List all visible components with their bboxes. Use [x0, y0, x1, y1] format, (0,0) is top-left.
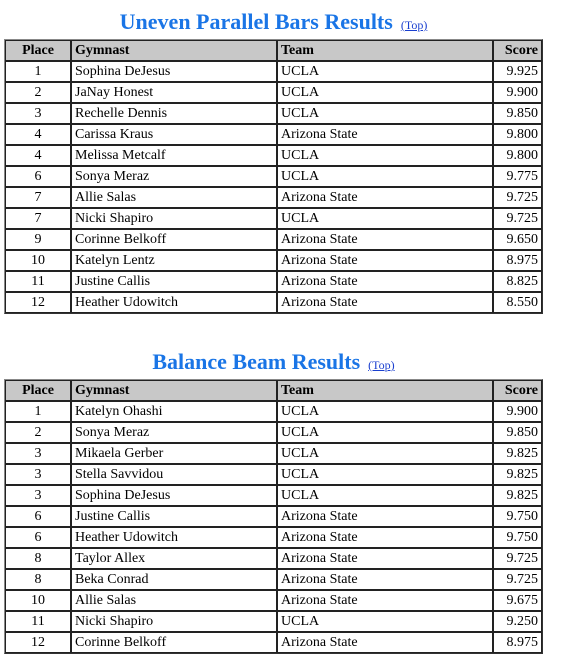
- table-row: [5, 124, 542, 145]
- gymnast-cell: Heather Udowitch: [71, 292, 277, 313]
- place-cell: 4: [5, 124, 71, 145]
- table-row: [5, 82, 542, 103]
- score-cell: 9.825: [493, 443, 542, 464]
- team-cell: UCLA: [277, 145, 493, 166]
- place-cell: 3: [5, 103, 71, 124]
- gymnast-cell: Nicki Shapiro: [71, 208, 277, 229]
- gymnast-cell: Carissa Kraus: [71, 124, 277, 145]
- place-cell: 6: [5, 506, 71, 527]
- table-row: [5, 187, 542, 208]
- score-cell: 9.250: [493, 611, 542, 632]
- team-cell: Arizona State: [277, 250, 493, 271]
- team-cell: Arizona State: [277, 187, 493, 208]
- score-cell: 9.825: [493, 464, 542, 485]
- team-cell: Arizona State: [277, 590, 493, 611]
- score-cell: 9.650: [493, 229, 542, 250]
- place-cell: 6: [5, 166, 71, 187]
- place-column-header: Place: [5, 380, 71, 401]
- score-cell: 9.900: [493, 82, 542, 103]
- team-cell: Arizona State: [277, 271, 493, 292]
- team-cell: UCLA: [277, 443, 493, 464]
- score-cell: 9.925: [493, 61, 542, 82]
- balance-beam-table: [4, 379, 543, 654]
- team-cell: Arizona State: [277, 548, 493, 569]
- gymnast-cell: JaNay Honest: [71, 82, 277, 103]
- team-cell: UCLA: [277, 208, 493, 229]
- uneven-bars-section: [4, 8, 543, 314]
- team-cell: UCLA: [277, 82, 493, 103]
- team-cell: Arizona State: [277, 506, 493, 527]
- score-cell: 9.850: [493, 103, 542, 124]
- score-cell: 9.825: [493, 485, 542, 506]
- score-cell: 9.850: [493, 422, 542, 443]
- team-cell: UCLA: [277, 464, 493, 485]
- table-row: [5, 208, 542, 229]
- gymnast-cell: Rechelle Dennis: [71, 103, 277, 124]
- score-cell: 9.900: [493, 401, 542, 422]
- place-cell: 3: [5, 464, 71, 485]
- team-column-header: Team: [277, 380, 493, 401]
- gymnast-cell: Katelyn Lentz: [71, 250, 277, 271]
- place-cell: 9: [5, 229, 71, 250]
- place-cell: 7: [5, 187, 71, 208]
- uneven-bars-heading: [4, 8, 543, 36]
- place-cell: 7: [5, 208, 71, 229]
- table-row: [5, 611, 542, 632]
- uneven-bars-rows: [5, 61, 542, 313]
- table-row: [5, 632, 542, 653]
- gymnast-cell: Nicki Shapiro: [71, 611, 277, 632]
- table-row: [5, 401, 542, 422]
- table-row: [5, 145, 542, 166]
- gymnast-cell: Stella Savvidou: [71, 464, 277, 485]
- score-cell: 8.825: [493, 271, 542, 292]
- table-row: [5, 166, 542, 187]
- score-cell: 9.725: [493, 569, 542, 590]
- gymnast-cell: Sonya Meraz: [71, 422, 277, 443]
- place-cell: 12: [5, 292, 71, 313]
- team-cell: UCLA: [277, 611, 493, 632]
- team-cell: UCLA: [277, 422, 493, 443]
- score-column-header: Score: [493, 40, 542, 61]
- place-cell: 3: [5, 443, 71, 464]
- place-cell: 6: [5, 527, 71, 548]
- gymnast-cell: Sophina DeJesus: [71, 485, 277, 506]
- place-cell: 12: [5, 632, 71, 653]
- gymnast-cell: Justine Callis: [71, 506, 277, 527]
- table-row: [5, 229, 542, 250]
- team-cell: Arizona State: [277, 527, 493, 548]
- place-cell: 8: [5, 569, 71, 590]
- gymnast-cell: Corinne Belkoff: [71, 229, 277, 250]
- table-row: [5, 61, 542, 82]
- place-cell: 10: [5, 590, 71, 611]
- place-cell: 1: [5, 61, 71, 82]
- table-row: [5, 548, 542, 569]
- place-cell: 4: [5, 145, 71, 166]
- table-header-row: [5, 380, 542, 401]
- gymnast-cell: Mikaela Gerber: [71, 443, 277, 464]
- score-cell: 9.800: [493, 124, 542, 145]
- team-cell: Arizona State: [277, 229, 493, 250]
- score-cell: 9.725: [493, 548, 542, 569]
- team-cell: UCLA: [277, 401, 493, 422]
- table-row: [5, 506, 542, 527]
- place-cell: 3: [5, 485, 71, 506]
- gymnast-cell: Corinne Belkoff: [71, 632, 277, 653]
- place-cell: 8: [5, 548, 71, 569]
- table-row: [5, 103, 542, 124]
- table-row: [5, 422, 542, 443]
- table-row: [5, 569, 542, 590]
- place-cell: 11: [5, 611, 71, 632]
- gymnast-cell: Beka Conrad: [71, 569, 277, 590]
- team-cell: UCLA: [277, 103, 493, 124]
- team-cell: Arizona State: [277, 124, 493, 145]
- score-cell: 8.975: [493, 632, 542, 653]
- table-row: [5, 292, 542, 313]
- score-cell: 9.775: [493, 166, 542, 187]
- balance-beam-section: [4, 348, 543, 654]
- team-cell: Arizona State: [277, 569, 493, 590]
- team-cell: UCLA: [277, 166, 493, 187]
- gymnast-cell: Justine Callis: [71, 271, 277, 292]
- balance-beam-rows: [5, 401, 542, 653]
- table-row: [5, 271, 542, 292]
- gymnast-cell: Allie Salas: [71, 187, 277, 208]
- place-cell: 1: [5, 401, 71, 422]
- score-cell: 9.725: [493, 187, 542, 208]
- gymnast-cell: Taylor Allex: [71, 548, 277, 569]
- table-row: [5, 443, 542, 464]
- uneven-bars-title: Uneven Parallel Bars Results: [119, 9, 393, 34]
- uneven-bars-table: [4, 39, 543, 314]
- uneven-bars-top-link[interactable]: (Top): [400, 18, 428, 32]
- gymnast-cell: Katelyn Ohashi: [71, 401, 277, 422]
- gymnast-column-header: Gymnast: [71, 40, 277, 61]
- balance-beam-title: Balance Beam Results: [152, 349, 361, 374]
- team-cell: UCLA: [277, 485, 493, 506]
- team-cell: UCLA: [277, 61, 493, 82]
- table-row: [5, 590, 542, 611]
- team-cell: Arizona State: [277, 632, 493, 653]
- gymnast-cell: Heather Udowitch: [71, 527, 277, 548]
- place-cell: 11: [5, 271, 71, 292]
- balance-beam-top-link[interactable]: (Top): [368, 358, 395, 372]
- place-cell: 2: [5, 82, 71, 103]
- table-row: [5, 485, 542, 506]
- table-row: [5, 250, 542, 271]
- place-column-header: Place: [5, 40, 71, 61]
- place-cell: 2: [5, 422, 71, 443]
- score-cell: 9.725: [493, 208, 542, 229]
- balance-beam-heading: [4, 348, 543, 376]
- gymnast-cell: Sophina DeJesus: [71, 61, 277, 82]
- team-cell: Arizona State: [277, 292, 493, 313]
- team-column-header: Team: [277, 40, 493, 61]
- table-header-row: [5, 40, 542, 61]
- score-cell: 8.975: [493, 250, 542, 271]
- score-column-header: Score: [493, 380, 542, 401]
- table-row: [5, 527, 542, 548]
- score-cell: 9.750: [493, 506, 542, 527]
- score-cell: 8.550: [493, 292, 542, 313]
- score-cell: 9.750: [493, 527, 542, 548]
- gymnast-cell: Melissa Metcalf: [71, 145, 277, 166]
- place-cell: 10: [5, 250, 71, 271]
- gymnast-cell: Sonya Meraz: [71, 166, 277, 187]
- score-cell: 9.675: [493, 590, 542, 611]
- table-row: [5, 464, 542, 485]
- gymnast-column-header: Gymnast: [71, 380, 277, 401]
- gymnast-cell: Allie Salas: [71, 590, 277, 611]
- score-cell: 9.800: [493, 145, 542, 166]
